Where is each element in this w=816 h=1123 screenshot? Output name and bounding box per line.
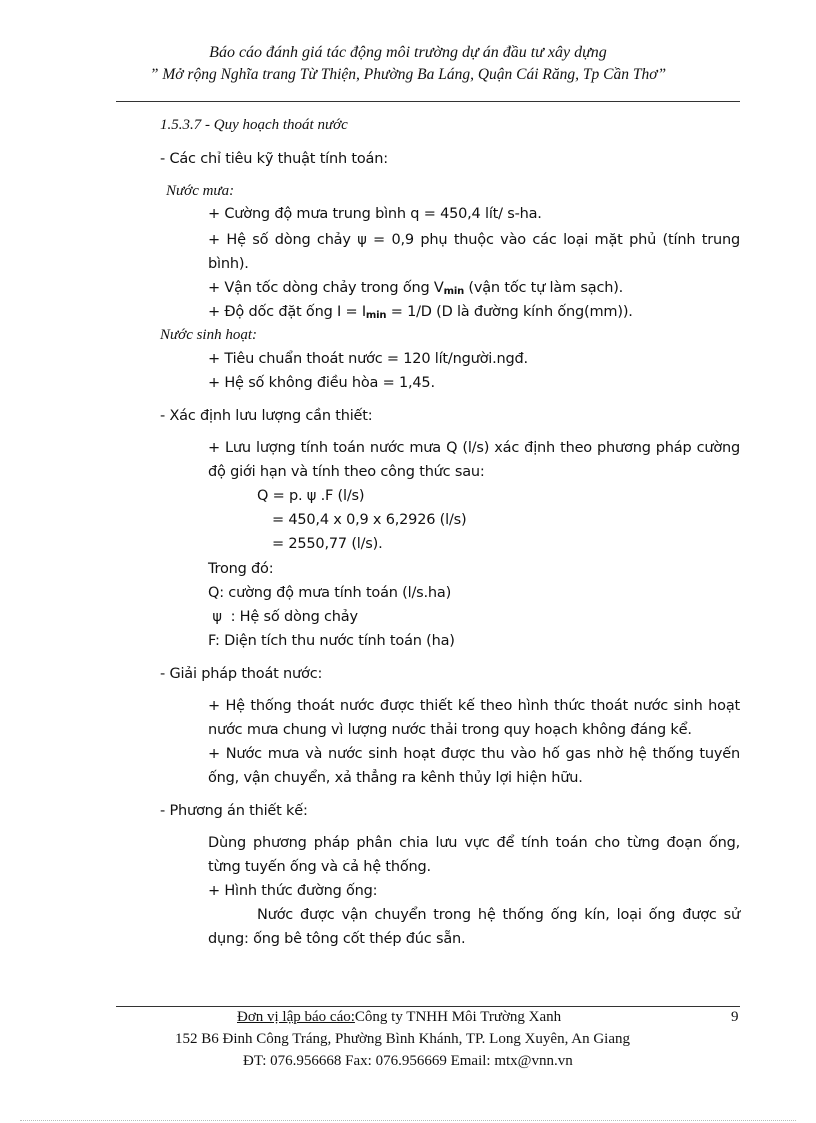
solution-p2-line1: + Nước mưa và nước sinh hoạt được thu vào hố gas nhờ hệ thống tuyến (208, 746, 740, 762)
footer-contact: ĐT: 076.956668 Fax: 076.956669 Email: mtx@vnn.vn (243, 1053, 573, 1069)
footer-address: 152 B6 Đinh Công Tráng, Phường Bình Khánh, TP. Long Xuyên, An Giang (175, 1031, 630, 1047)
formula-line2: = 450,4 x 0,9 x 6,2926 (l/s) (272, 512, 467, 528)
domestic-item-standard: + Tiêu chuẩn thoát nước = 120 lít/người.ngđ. (208, 351, 528, 367)
flow-intro-line1: + Lưu lượng tính toán nước mưa Q (l/s) xác định theo phương pháp cường (208, 440, 740, 456)
solution-heading: - Giải pháp thoát nước: (160, 666, 323, 682)
solution-p1-line2: nước mưa chung vì lượng nước thải trong quy hoạch không đáng kể. (208, 722, 692, 738)
flow-intro-line2: độ giới hạn và tính theo công thức sau: (208, 464, 485, 480)
design-p2: + Hình thức đường ống: (208, 883, 378, 899)
design-p1-line1: Dùng phương pháp phân chia lưu vực để tính toán cho từng đoạn ống, (208, 835, 740, 851)
footer-unit-name: Công ty TNHH Môi Trường Xanh (354, 1009, 562, 1025)
rain-item-intensity: + Cường độ mưa trung bình q = 450,4 lít/ s-ha. (208, 206, 542, 222)
solution-p1-line1: + Hệ thống thoát nước được thiết kế theo hình thức thoát nước sinh hoạt (208, 698, 740, 714)
def-f: F: Diện tích thu nước tính toán (ha) (208, 633, 455, 649)
section-title: 1.5.3.7 - Quy hoạch thoát nước (160, 117, 348, 133)
formula-line3: = 2550,77 (l/s). (272, 536, 383, 552)
page-bottom-edge (20, 1120, 796, 1121)
rain-item-coefficient: + Hệ số dòng chảy ψ = 0,9 phụ thuộc vào các loại mặt phủ (tính trung (208, 232, 740, 248)
footer-unit (237, 1009, 561, 1026)
domestic-label: Nước sinh hoạt: (160, 327, 258, 343)
def-psi: ψ : Hệ số dòng chảy (208, 609, 358, 625)
rain-label: Nước mưa: (166, 183, 235, 199)
header-title-line2: ” Mở rộng Nghĩa trang Từ Thiện, Phường Ba Láng, Quận Cái Răng, Tp Cần Thơ” (149, 66, 667, 83)
rain-item-coefficient-cont: bình). (208, 256, 249, 272)
page-number: 9 (731, 1009, 739, 1025)
header-title-line1: Báo cáo đánh giá tác động môi trường dự án đầu tư xây dựng (209, 44, 607, 61)
design-p1-line2: từng tuyến ống và cả hệ thống. (208, 859, 431, 875)
def-q: Q: cường độ mưa tính toán (l/s.ha) (208, 585, 452, 601)
rain-item-slope: + Độ dốc đặt ống $I = I_{min} = 1/D$ (D là đường kính ống(mm)). (208, 304, 633, 321)
header-divider (116, 101, 740, 102)
rain-item-velocity: + Vận tốc dòng chảy trong ống $V_{min}$ (vận tốc tự làm sạch). (208, 280, 624, 297)
flow-heading: - Xác định lưu lượng cần thiết: (160, 408, 373, 424)
footer-unit-label: Đơn vị lập báo cáo: (237, 1009, 355, 1025)
formula-line1: Q = p. ψ .F (l/s) (257, 488, 365, 504)
design-p3-line1: Nước được vận chuyển trong hệ thống ống kín, loại ống được sử (257, 907, 740, 923)
where-label: Trong đó: (208, 561, 274, 577)
tech-heading: - Các chỉ tiêu kỹ thuật tính toán: (160, 151, 388, 167)
design-p3-line2: dụng: ống bê tông cốt thép đúc sẵn. (208, 931, 466, 947)
solution-p2-line2: ống, vận chuyển, xả thẳng ra kênh thủy lợi hiện hữu. (208, 770, 583, 786)
design-heading: - Phương án thiết kế: (160, 803, 308, 819)
domestic-item-coefficient: + Hệ số không điều hòa = 1,45. (208, 375, 435, 391)
footer-divider (116, 1006, 740, 1007)
